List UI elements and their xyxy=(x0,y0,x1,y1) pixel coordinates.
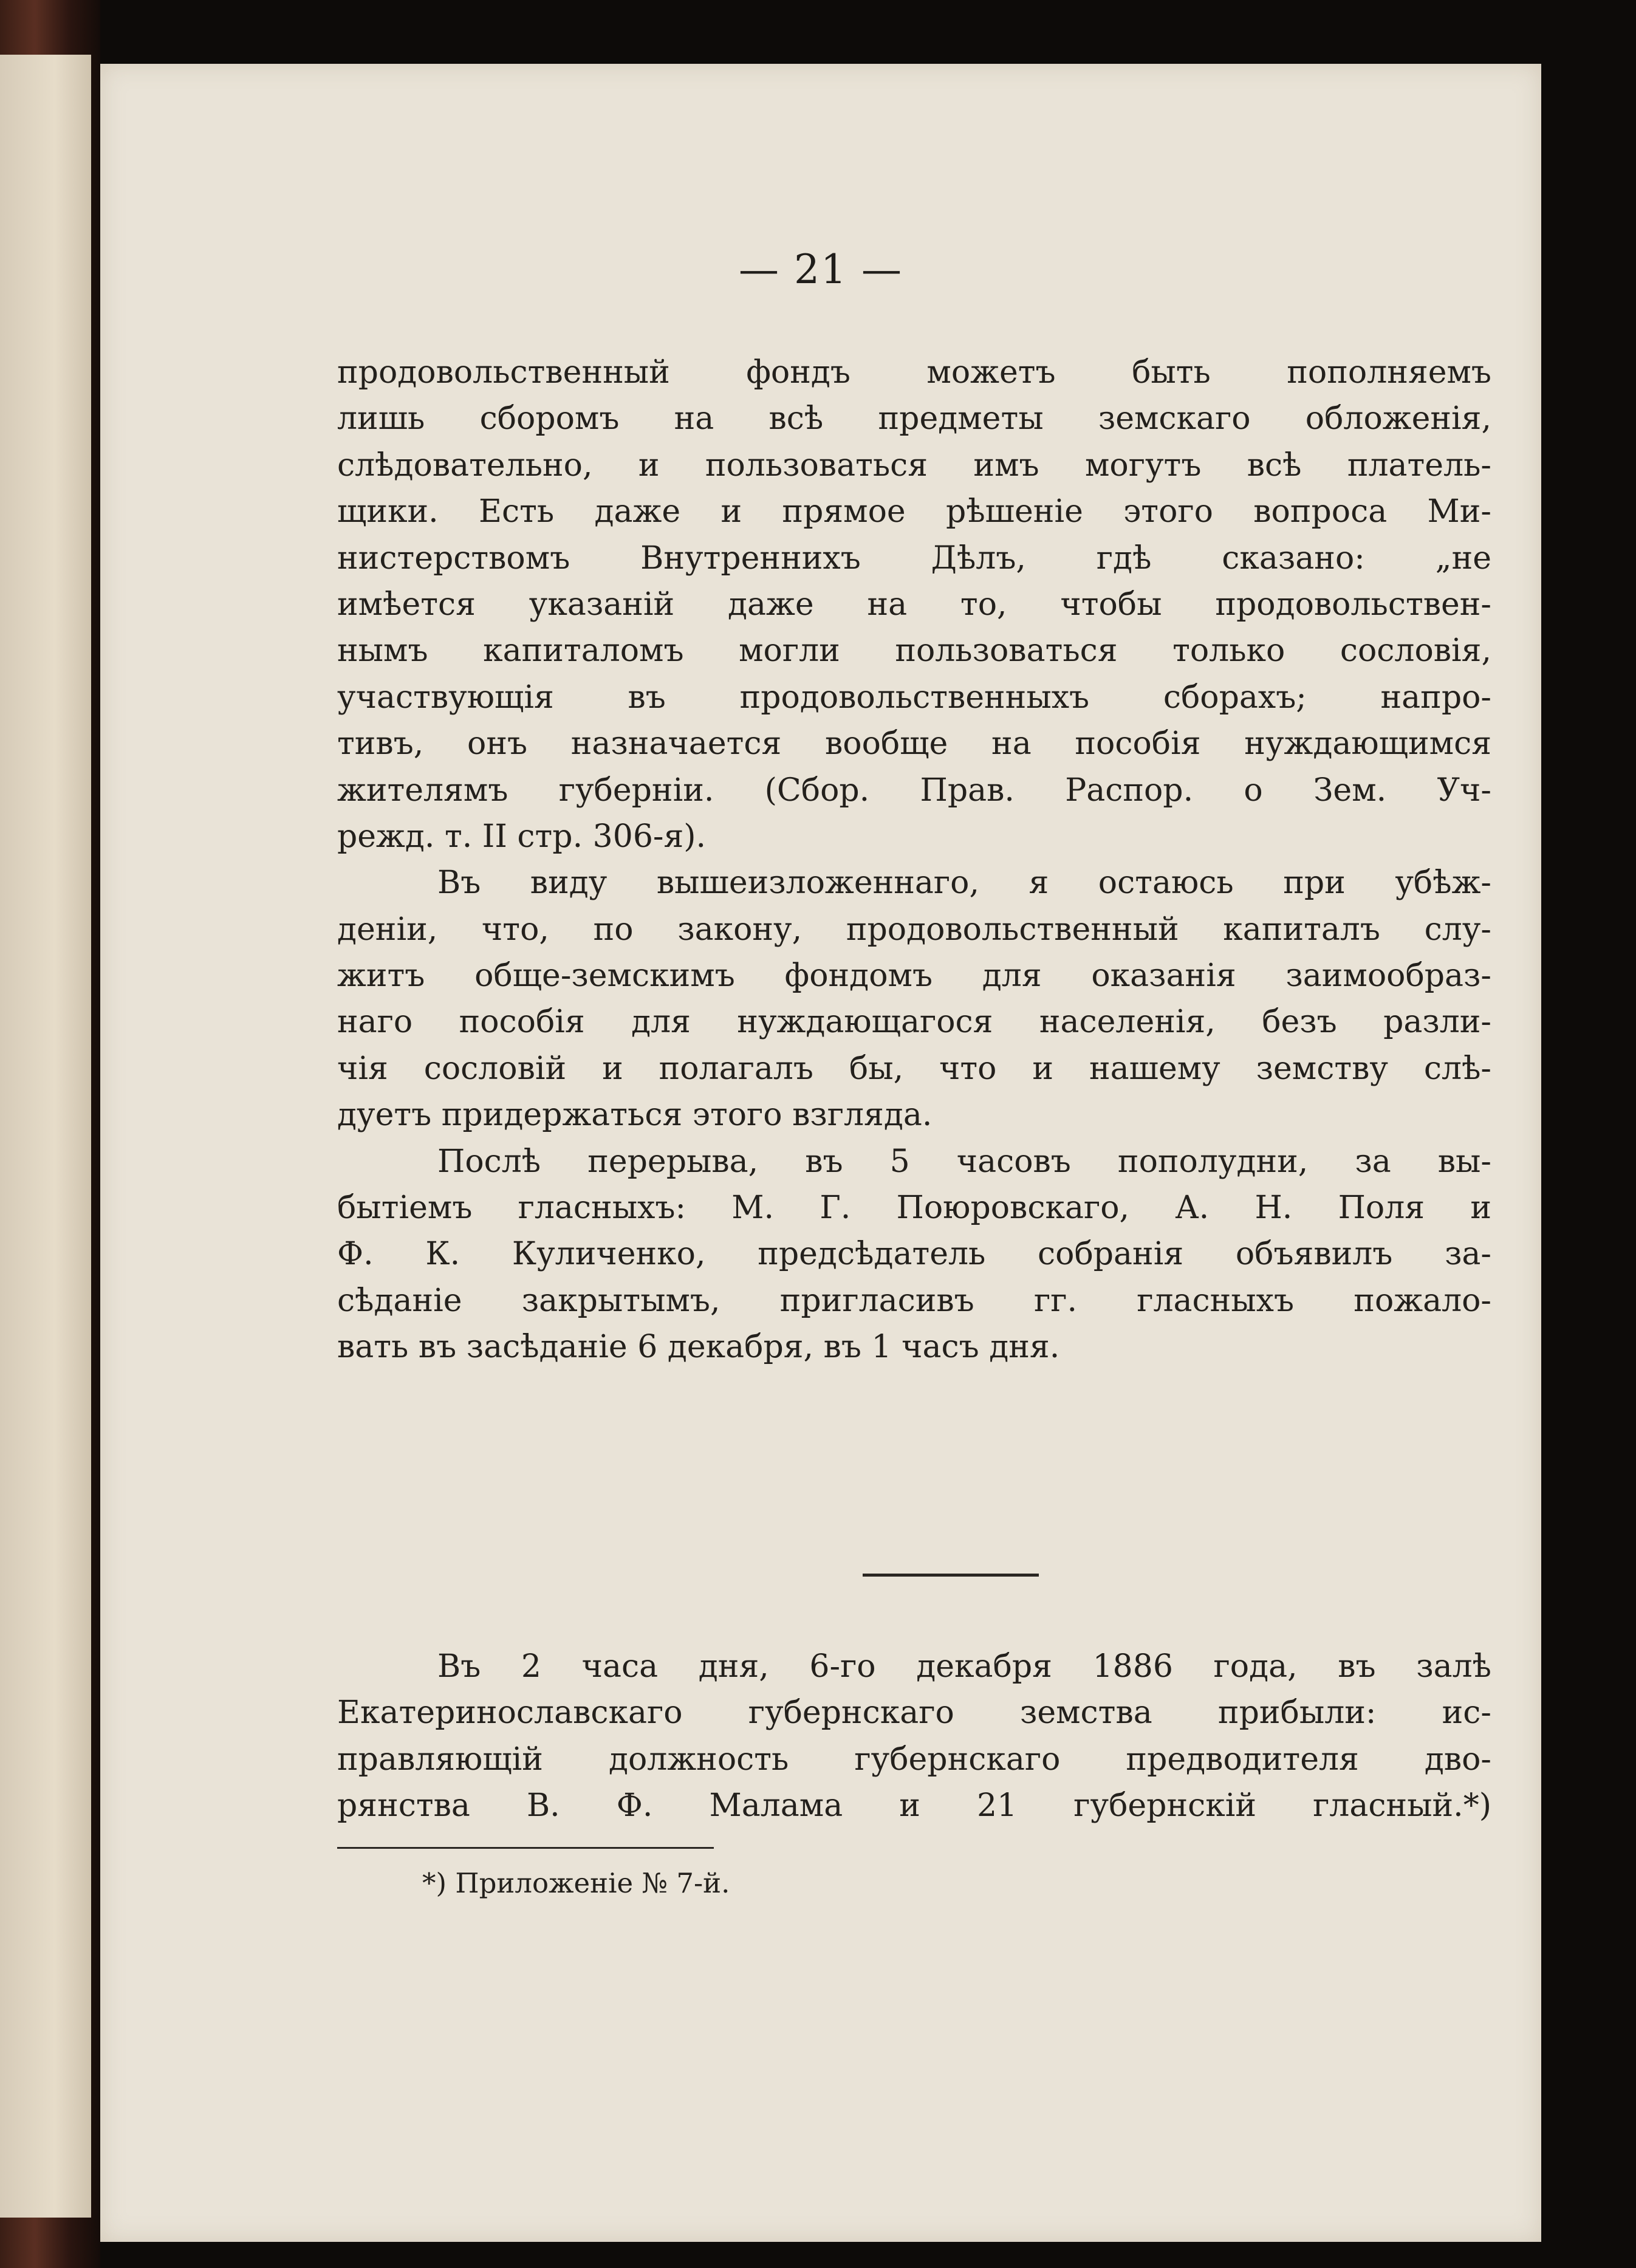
text-line: лишь сборомъ на всѣ предметы земскаго обложенія, xyxy=(337,400,1491,437)
section-divider xyxy=(863,1574,1039,1577)
main-text xyxy=(337,349,1491,1371)
text-line: жителямъ губерніи. (Сбор. Прав. Распор. о Зем. Уч- xyxy=(337,772,1491,809)
text-line: нистерствомъ Внутреннихъ Дѣлъ, гдѣ сказано: „не xyxy=(337,540,1491,577)
text-line: житъ обще-земскимъ фондомъ для оказанія заимообраз- xyxy=(337,958,1491,995)
text-line: имѣется указаній даже на то, чтобы продовольствен- xyxy=(337,586,1491,623)
text-line: правляющій должность губернскаго предводителя дво- xyxy=(337,1741,1491,1778)
text-line: рянства В. Ф. Малама и 21 губернскій гласный.*) xyxy=(337,1787,1491,1824)
text-line: чія сословій и полагалъ бы, что и нашему земству слѣ- xyxy=(337,1050,1491,1087)
text-line: слѣдовательно, и пользоваться имъ могутъ всѣ платель- xyxy=(337,447,1491,484)
text-line: нымъ капиталомъ могли пользоваться только сословія, xyxy=(337,632,1491,670)
text-line: Екатеринославскаго губернскаго земства прибыли: ис- xyxy=(337,1694,1491,1732)
text-line: дуетъ придержаться этого взгляда. xyxy=(337,1097,933,1134)
text-line: сѣданіе закрытымъ, пригласивъ гг. гласныхъ пожало- xyxy=(337,1282,1491,1319)
text-line: Ф. К. Куличенко, предсѣдатель собранія объявилъ за- xyxy=(337,1236,1491,1273)
text-line: Послѣ перерыва, въ 5 часовъ пополудни, за вы- xyxy=(437,1143,1491,1180)
session-text xyxy=(337,1643,1491,1829)
text-line: наго пособія для нуждающагося населенія, безъ разли- xyxy=(337,1004,1491,1041)
text-line: Въ виду вышеизложеннаго, я остаюсь при убѣж- xyxy=(437,865,1491,902)
text-line: Въ 2 часа дня, 6-го декабря 1886 года, въ залѣ xyxy=(437,1648,1491,1685)
text-line: бытіемъ гласныхъ: М. Г. Поюровскаго, А. Н. Поля и xyxy=(337,1190,1491,1227)
text-line: тивъ, онъ назначается вообще на пособія нуждающимся xyxy=(337,725,1491,762)
page-number: — 21 — xyxy=(739,246,903,293)
text-line: участвующія въ продовольственныхъ сборахъ; напро- xyxy=(337,679,1491,716)
text-line: щики. Есть даже и прямое рѣшеніе этого вопроса Ми- xyxy=(337,493,1491,530)
book-page xyxy=(100,64,1541,2242)
text-line: продовольственный фондъ можетъ быть пополняемъ xyxy=(337,354,1491,391)
footnote: *) Приложеніе № 7-й. xyxy=(422,1867,730,1899)
footnote-divider xyxy=(337,1847,714,1849)
text-line: деніи, что, по закону, продовольственный капиталъ слу- xyxy=(337,911,1491,948)
text-line: режд. т. II стр. 306-я). xyxy=(337,818,707,855)
text-line: вать въ засѣданіе 6 декабря, въ 1 часъ дня. xyxy=(337,1329,1060,1366)
facing-page-edge xyxy=(0,55,91,2218)
